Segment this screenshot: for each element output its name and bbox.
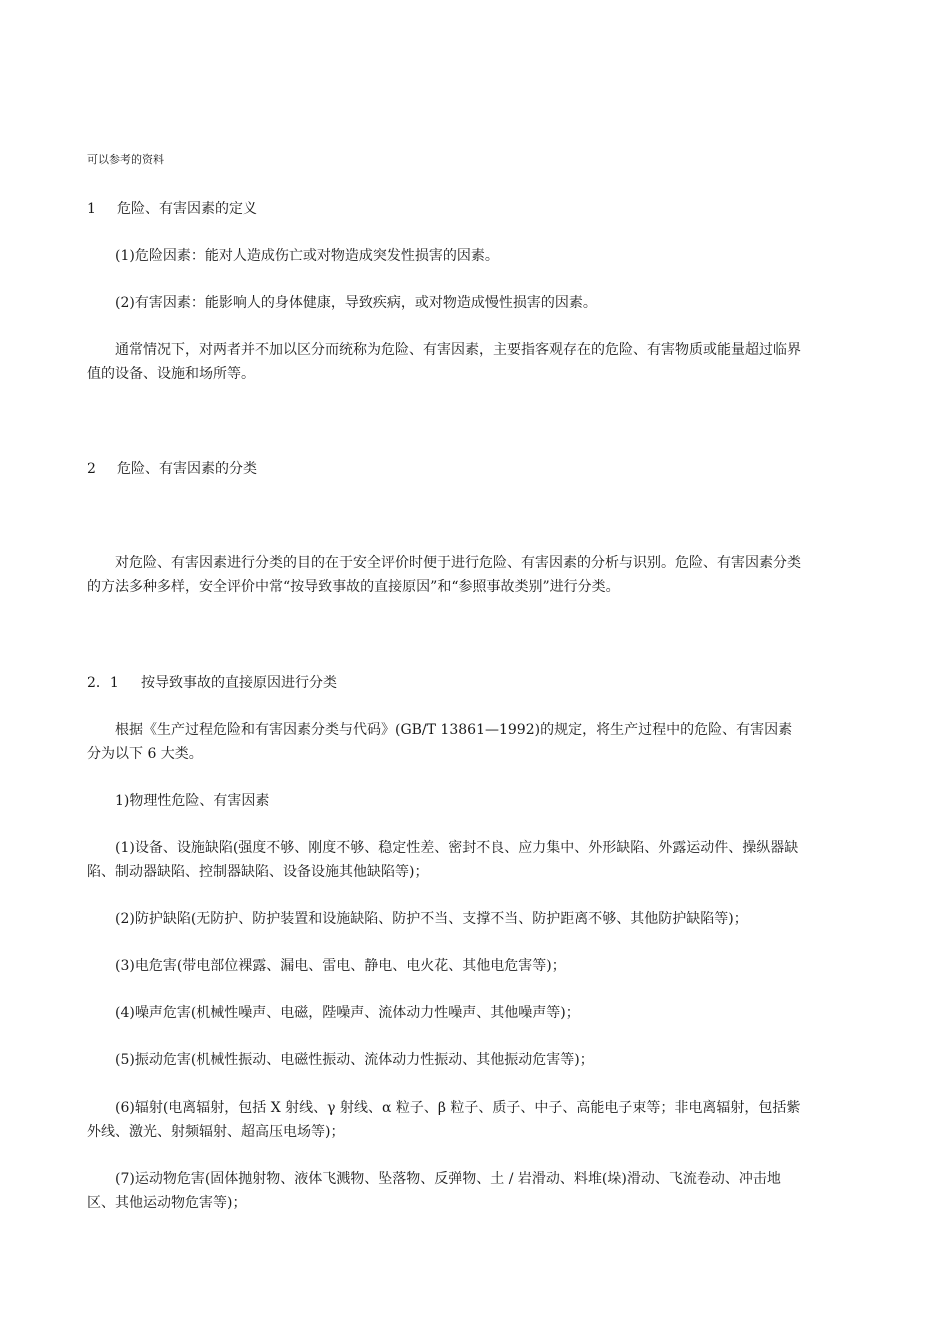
- section-2-title: 危险、有害因素的分类: [117, 461, 257, 477]
- header-note: 可以参考的资料: [87, 153, 164, 166]
- section-2-1-heading: [87, 671, 803, 695]
- list-item: (7)运动物危害(固体抛射物、液体飞溅物、坠落物、反弹物、土 / 岩滑动、料堆(垛)滑动、飞流卷动、冲击地区、其他运动物危害等)；: [87, 1171, 781, 1211]
- section-1-title: 危险、有害因素的定义: [117, 201, 257, 217]
- list-item: (5)振动危害(机械性振动、电磁性振动、流体动力性振动、其他振动危害等)；: [115, 1052, 594, 1068]
- subsection-physical-factors: 1)物理性危险、有害因素: [115, 793, 270, 809]
- section-1-paragraph-2: (2)有害因素：能影响人的身体健康，导致疾病，或对物造成慢性损害的因素。: [115, 295, 597, 311]
- section-2-1-paragraph-1: 根据《生产过程危险和有害因素分类与代码》(GB/T 13861—1992)的规定，将生产过程中的危险、有害因素分为以下 6 大类。: [87, 722, 793, 762]
- section-2-paragraph-1: 对危险、有害因素进行分类的目的在于安全评价时便于进行危险、有害因素的分析与识别。危险、有害因素分类的方法多种多样，安全评价中常“按导致事故的直接原因”和“参照事故类别”进行分类。: [87, 555, 801, 595]
- section-1-paragraph-1: (1)危险因素：能对人造成伤亡或对物造成突发性损害的因素。: [115, 248, 499, 264]
- list-item: (2)防护缺陷(无防护、防护装置和设施缺陷、防护不当、支撑不当、防护距离不够、其他防护缺陷等)；: [115, 911, 748, 927]
- section-1-paragraph-3: 通常情况下，对两者并不加以区分而统称为危险、有害因素，主要指客观存在的危险、有害物质或能量超过临界值的设备、设施和场所等。: [87, 342, 801, 382]
- list-item: (4)噪声危害(机械性噪声、电磁，陛噪声、流体动力性噪声、其他噪声等)；: [115, 1005, 580, 1021]
- section-2-1-title: 按导致事故的直接原因进行分类: [141, 675, 337, 691]
- section-2-1-number: 2．1: [87, 675, 119, 691]
- list-item: (1)设备、设施缺陷(强度不够、刚度不够、稳定性差、密封不良、应力集中、外形缺陷、外露运动件、操纵器缺陷、制动器缺陷、控制器缺陷、设备设施其他缺陷等)；: [87, 840, 799, 880]
- section-1-number: 1: [87, 201, 96, 217]
- section-2-number: 2: [87, 461, 96, 477]
- list-item: (3)电危害(带电部位裸露、漏电、雷电、静电、电火花、其他电危害等)；: [115, 958, 566, 974]
- list-item: (6)辐射(电离辐射，包括 X 射线、γ 射线、α 粒子、β 粒子、质子、中子、高能电子束等；非电离辐射，包括紫外线、激光、射频辐射、超高压电场等)；: [87, 1100, 801, 1140]
- section-1-heading: [87, 197, 803, 221]
- section-2-heading: [87, 457, 803, 481]
